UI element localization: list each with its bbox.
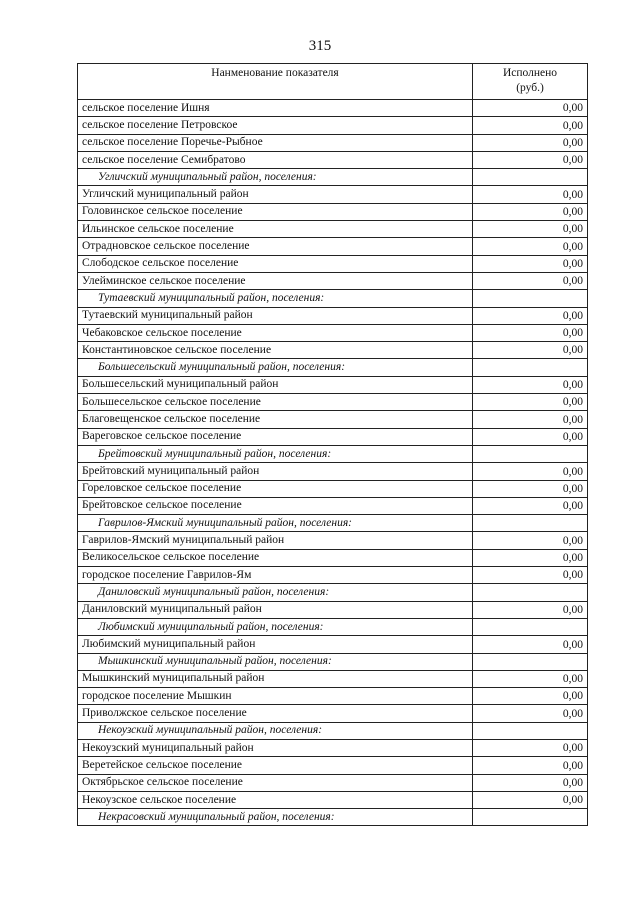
section-row (78, 515, 588, 532)
report-table (77, 63, 588, 826)
section-row (78, 445, 588, 462)
row-value: 0,00 (473, 497, 588, 514)
row-value: 0,00 (473, 342, 588, 359)
row-name: Улейминское сельское поселение (78, 272, 473, 289)
row-value: 0,00 (473, 307, 588, 324)
row-value: 0,00 (473, 221, 588, 238)
row-name: Отрадновское сельское поселение (78, 238, 473, 255)
row-value: 0,00 (473, 255, 588, 272)
table-row (78, 670, 588, 687)
header-value-label: Исполнено (502, 67, 558, 79)
table-row (78, 117, 588, 134)
table-row (78, 705, 588, 722)
row-value: 0,00 (473, 272, 588, 289)
table-row (78, 601, 588, 618)
row-name: Даниловский муниципальный район (78, 601, 473, 618)
section-title: Некоузский муниципальный район, поселения: (78, 722, 473, 739)
row-name: Брейтовский муниципальный район (78, 463, 473, 480)
table-row (78, 100, 588, 117)
table-row (78, 757, 588, 774)
row-name: Угличский муниципальный район (78, 186, 473, 203)
row-value (473, 359, 588, 376)
table-row (78, 221, 588, 238)
row-name: Благовещенское сельское поселение (78, 411, 473, 428)
row-value: 0,00 (473, 376, 588, 393)
row-name: Некоузский муниципальный район (78, 739, 473, 756)
row-name: сельское поселение Ишня (78, 100, 473, 117)
table-row (78, 186, 588, 203)
row-value (473, 618, 588, 635)
table-row (78, 238, 588, 255)
row-name: сельское поселение Поречье-Рыбное (78, 134, 473, 151)
row-value: 0,00 (473, 394, 588, 411)
row-value (473, 445, 588, 462)
section-row (78, 584, 588, 601)
table-row (78, 376, 588, 393)
section-title: Мышкинский муниципальный район, поселения: (78, 653, 473, 670)
table-row (78, 324, 588, 341)
row-value: 0,00 (473, 428, 588, 445)
table-row (78, 739, 588, 756)
row-name: Ильинское сельское поселение (78, 221, 473, 238)
section-row (78, 618, 588, 635)
row-value: 0,00 (473, 636, 588, 653)
row-value: 0,00 (473, 601, 588, 618)
row-name: Чебаковское сельское поселение (78, 324, 473, 341)
row-value: 0,00 (473, 549, 588, 566)
section-row (78, 722, 588, 739)
table-row (78, 307, 588, 324)
row-name: Большесельское сельское поселение (78, 394, 473, 411)
table-header-row (78, 64, 588, 100)
row-name: городское поселение Гаврилов-Ям (78, 567, 473, 584)
row-value: 0,00 (473, 739, 588, 756)
row-name: сельское поселение Петровское (78, 117, 473, 134)
row-value: 0,00 (473, 100, 588, 117)
row-name: Брейтовское сельское поселение (78, 497, 473, 514)
row-value (473, 584, 588, 601)
section-title: Даниловский муниципальный район, поселения: (78, 584, 473, 601)
row-value: 0,00 (473, 117, 588, 134)
table-row (78, 342, 588, 359)
table-row (78, 549, 588, 566)
section-row (78, 169, 588, 186)
table-row (78, 203, 588, 220)
row-value: 0,00 (473, 411, 588, 428)
row-name: Гореловское сельское поселение (78, 480, 473, 497)
table-row (78, 497, 588, 514)
table-row (78, 774, 588, 791)
row-value (473, 515, 588, 532)
row-name: Тутаевский муниципальный район (78, 307, 473, 324)
table-row (78, 428, 588, 445)
section-title: Любимский муниципальный район, поселения: (78, 618, 473, 635)
row-value: 0,00 (473, 688, 588, 705)
row-name: Гаврилов-Ямский муниципальный район (78, 532, 473, 549)
row-name: Константиновское сельское поселение (78, 342, 473, 359)
table-row (78, 532, 588, 549)
table-row (78, 411, 588, 428)
row-value: 0,00 (473, 463, 588, 480)
table-row (78, 636, 588, 653)
row-value (473, 722, 588, 739)
row-value: 0,00 (473, 203, 588, 220)
row-value (473, 653, 588, 670)
row-name: Большесельский муниципальный район (78, 376, 473, 393)
row-value: 0,00 (473, 532, 588, 549)
row-value: 0,00 (473, 791, 588, 808)
row-value (473, 290, 588, 307)
table-row (78, 688, 588, 705)
row-name: Любимский муниципальный район (78, 636, 473, 653)
row-value: 0,00 (473, 186, 588, 203)
row-name: Головинское сельское поселение (78, 203, 473, 220)
table-row (78, 255, 588, 272)
row-value: 0,00 (473, 705, 588, 722)
row-name: Октябрьское сельское поселение (78, 774, 473, 791)
header-value-unit: (руб.) (516, 82, 544, 94)
row-name: Некоузское сельское поселение (78, 791, 473, 808)
row-name: Приволжское сельское поселение (78, 705, 473, 722)
table-row (78, 272, 588, 289)
row-value: 0,00 (473, 134, 588, 151)
header-name-column: Нанменование показателя (78, 64, 473, 100)
row-value: 0,00 (473, 757, 588, 774)
row-name: Великосельское сельское поселение (78, 549, 473, 566)
row-name: Мышкинский муниципальный район (78, 670, 473, 687)
table-row (78, 567, 588, 584)
table-row (78, 394, 588, 411)
table-row (78, 463, 588, 480)
header-value-column (473, 64, 588, 100)
section-row (78, 290, 588, 307)
row-name: Веретейское сельское поселение (78, 757, 473, 774)
section-title: Некрасовский муниципальный район, поселения: (78, 809, 473, 826)
section-row (78, 653, 588, 670)
table-row (78, 134, 588, 151)
row-name: Слободское сельское поселение (78, 255, 473, 272)
row-name: городское поселение Мышкин (78, 688, 473, 705)
row-value: 0,00 (473, 238, 588, 255)
row-value: 0,00 (473, 670, 588, 687)
section-title: Большесельский муниципальный район, поселения: (78, 359, 473, 376)
row-value (473, 169, 588, 186)
table-row (78, 791, 588, 808)
row-value: 0,00 (473, 774, 588, 791)
table-row (78, 151, 588, 168)
section-row (78, 809, 588, 826)
row-value: 0,00 (473, 151, 588, 168)
section-title: Угличский муниципальный район, поселения: (78, 169, 473, 186)
section-title: Брейтовский муниципальный район, поселения: (78, 445, 473, 462)
row-value: 0,00 (473, 480, 588, 497)
section-title: Гаврилов-Ямский муниципальный район, поселения: (78, 515, 473, 532)
row-name: Вареговское сельское поселение (78, 428, 473, 445)
table-row (78, 480, 588, 497)
row-value: 0,00 (473, 324, 588, 341)
row-name: сельское поселение Семибратово (78, 151, 473, 168)
section-row (78, 359, 588, 376)
page-number: 315 (308, 38, 332, 54)
section-title: Тутаевский муниципальный район, поселения: (78, 290, 473, 307)
row-value: 0,00 (473, 567, 588, 584)
row-value (473, 809, 588, 826)
